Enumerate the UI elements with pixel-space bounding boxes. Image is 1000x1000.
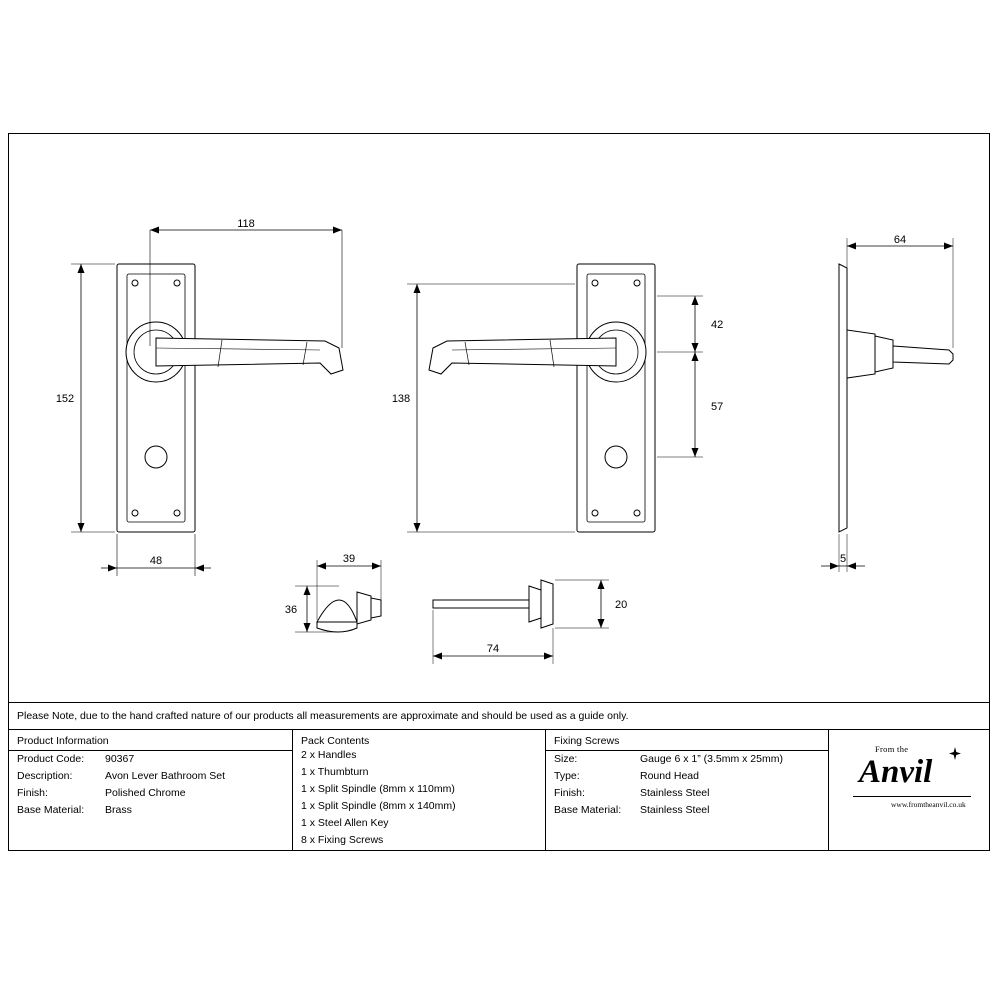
dim-spindle-head: 20	[615, 599, 628, 611]
fixing-screws-column	[546, 730, 829, 850]
product-code-label: Product Code:	[17, 753, 85, 765]
table-row	[546, 785, 828, 802]
measurement-note-text: Please Note, due to the hand crafted nature of our products all measurements are approximate and should be used as a guide only.	[17, 710, 629, 722]
list-item: 1 x Thumbturn	[301, 766, 369, 778]
list-item: 1 x Steel Allen Key	[301, 817, 389, 829]
base-material-label: Base Material:	[17, 804, 85, 816]
fixing-screws-title: Fixing Screws	[546, 730, 828, 751]
base-material-value: Brass	[105, 804, 132, 816]
table-row	[9, 768, 292, 785]
logo-from-the-text: From the	[875, 744, 909, 754]
dim-side-projection: 64	[893, 234, 907, 246]
table-row	[9, 802, 292, 819]
table-row	[9, 751, 292, 768]
logo-url-text: www.fromtheanvil.co.uk	[891, 800, 966, 809]
list-item: 8 x Fixing Screws	[301, 834, 384, 846]
dim-thumbturn-width: 39	[342, 553, 356, 565]
measurement-note	[9, 702, 989, 729]
logo-divider	[853, 796, 971, 797]
dim-front-width: 118	[237, 218, 255, 230]
pack-contents-title: Pack Contents	[301, 735, 370, 747]
drawing-area	[9, 134, 989, 702]
dim-thumbturn-height: 36	[284, 604, 298, 616]
list-item: 1 x Split Spindle (8mm x 110mm)	[301, 783, 455, 795]
list-item: 1 x Split Spindle (8mm x 140mm)	[301, 800, 456, 812]
finish-value: Polished Chrome	[105, 787, 186, 799]
product-information-title: Product Information	[9, 730, 292, 751]
screw-type-label: Type:	[554, 770, 580, 782]
finish-label: Finish:	[17, 787, 48, 799]
pack-contents-column	[293, 730, 546, 850]
screw-size-value: Gauge 6 x 1” (3.5mm x 25mm)	[640, 753, 783, 765]
screw-base-material-label: Base Material:	[554, 804, 622, 816]
table-row	[546, 802, 828, 819]
dim-plate-width: 48	[149, 555, 163, 567]
brand-logo	[829, 730, 987, 850]
product-information-column	[9, 730, 293, 850]
description-label: Description:	[17, 770, 73, 782]
screw-type-value: Round Head	[640, 770, 699, 782]
info-table	[9, 729, 989, 850]
screw-finish-value: Stainless Steel	[640, 787, 710, 799]
table-row	[546, 768, 828, 785]
dim-plate-thickness: 5	[839, 553, 847, 565]
dim-rose-offset: 42	[711, 319, 724, 331]
dimensioned-drawing	[9, 134, 989, 702]
dim-spindle-length: 74	[486, 643, 500, 655]
technical-drawing-sheet	[8, 133, 990, 851]
screw-size-label: Size:	[554, 753, 578, 765]
table-row	[546, 751, 828, 768]
dim-back-height: 138	[391, 393, 411, 405]
list-item: 2 x Handles	[301, 749, 357, 761]
product-code-value: 90367	[105, 753, 135, 765]
screw-base-material-value: Stainless Steel	[640, 804, 710, 816]
dim-front-height: 152	[55, 393, 75, 405]
screw-finish-label: Finish:	[554, 787, 585, 799]
description-value: Avon Lever Bathroom Set	[105, 770, 226, 782]
anvil-icon	[947, 746, 963, 762]
table-row	[9, 785, 292, 802]
dim-centre: 57	[711, 401, 724, 413]
logo-brand-text: Anvil	[859, 754, 933, 790]
